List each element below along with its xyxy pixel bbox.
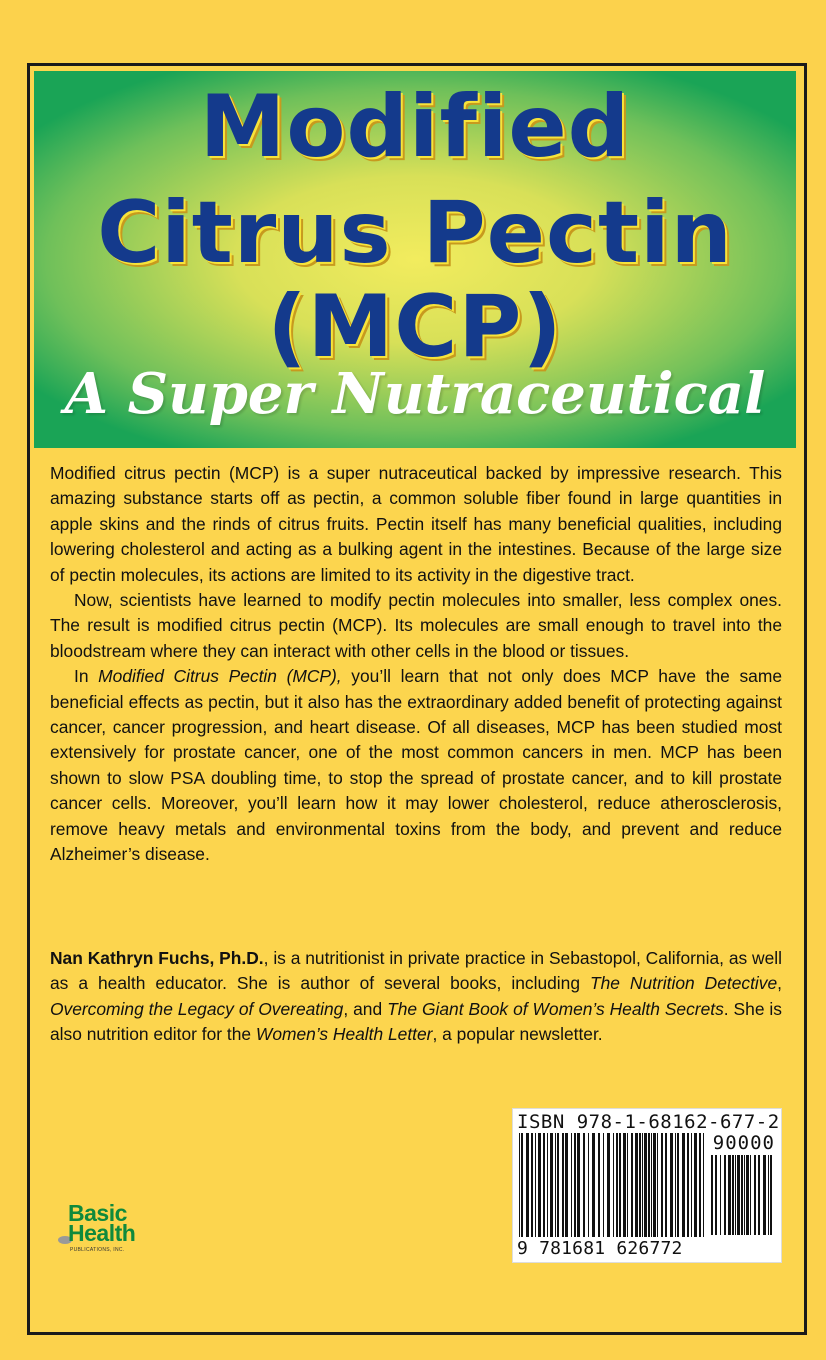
p3-prefix: In (74, 666, 99, 687)
barcode-bar (535, 1133, 536, 1237)
barcode-bar (732, 1155, 734, 1235)
barcode-bar (639, 1133, 641, 1237)
barcode-bar (623, 1133, 626, 1237)
barcode-bar (543, 1133, 545, 1237)
publisher-name-line-2: Health (68, 1220, 136, 1246)
barcode-bar (661, 1133, 663, 1237)
publisher-name-line-1: Basic (68, 1200, 127, 1226)
barcode-bar (550, 1133, 553, 1237)
barcode-bar (592, 1133, 595, 1237)
book-description (50, 461, 782, 868)
p3-rest: you’ll learn that not only does MCP have the same beneficial effects as pectin, but it also has the extraordinary added benefit of protecting against cancer, cancer progression, and heart disease. Of all diseases, MCP has been studied most extensively for prostate cancer, one of the most common cancers in men. MCP has been shown to slow PSA doubling time, to stop the spread of prostate cancer, and to kill prostate cancer cells. Moreover, you’ll learn how it may lower cholesterol, reduce atherosclerosis, remove heavy metals and environmental toxins from the body, and prevent and reduce Alzheimer’s disease. (50, 666, 782, 865)
author-name: Nan Kathryn Fuchs, Ph.D. (50, 948, 264, 968)
author-sep-1: , (777, 973, 782, 994)
barcode-bar (588, 1133, 589, 1237)
barcode-bar (547, 1133, 548, 1237)
title-line-2: Citrus Pectin (97, 183, 733, 283)
ean-barcode-main (519, 1133, 707, 1237)
barcode-bar (653, 1133, 656, 1237)
barcode-bar (642, 1133, 643, 1237)
barcode-bar (603, 1133, 604, 1237)
barcode-bar (657, 1133, 658, 1237)
author-bio-text-2: . She is also nutrition editor for the (50, 998, 782, 1045)
description-paragraph-2: Now, scientists have learned to modify pectin molecules into smaller, less complex ones. The result is modified citrus pectin (MCP). Its molecules are small enough to travel into the bloodstream where they can interact with other cells in the blood or tissues. (50, 590, 782, 661)
barcode-bar (687, 1133, 689, 1237)
barcode-bar (750, 1155, 751, 1235)
barcode-bar (754, 1155, 756, 1235)
barcode-bar (521, 1133, 523, 1237)
book-title-1: The Nutrition Detective (589, 973, 778, 994)
description-paragraph-3 (50, 664, 782, 867)
price-code: 90000 (712, 1132, 775, 1154)
barcode-bar (715, 1155, 717, 1235)
barcode-bar (737, 1155, 740, 1235)
barcode-bar (644, 1133, 647, 1237)
barcode-bar (635, 1133, 638, 1237)
ean-number: 9 781681 626772 (517, 1238, 683, 1259)
book-title-2: Overcoming the Legacy of Overeating (50, 998, 344, 1019)
barcode-bar (519, 1133, 520, 1237)
barcode-bar (619, 1133, 621, 1237)
barcode-bar (607, 1133, 610, 1237)
barcode-bar (583, 1133, 585, 1237)
barcode-bar (728, 1155, 731, 1235)
barcode-bar (691, 1133, 692, 1237)
barcode-bar (651, 1133, 652, 1237)
newsletter-title: Women’s Health Letter (255, 1024, 433, 1045)
barcode-bar (711, 1155, 713, 1235)
barcode-bar (565, 1133, 568, 1237)
isbn-number: ISBN 978-1-68162-677-2 (517, 1111, 780, 1133)
author-sep-2: , and (343, 998, 388, 1019)
barcode-bar (631, 1133, 633, 1237)
barcode-bar (763, 1155, 766, 1235)
author-bio-text-3: , a popular newsletter. (432, 1024, 603, 1045)
description-paragraph-1: Modified citrus pectin (MCP) is a super nutraceutical backed by impressive research. This amazing substance starts off as pectin, a common soluble fiber found in large quantities in apple skins and the rinds of citrus fruits. Pectin itself has many beneficial qualities, including lowering cholesterol and acting as a bulking agent in the intestines. Because of the large size of pectin molecules, its actions are limited to its activity in the digestive tract. (50, 463, 782, 585)
barcode-bar (648, 1133, 650, 1237)
title-line-3: (MCP) (267, 277, 563, 377)
barcode-bar (613, 1133, 614, 1237)
barcode-bar (720, 1155, 721, 1235)
barcode-bar (741, 1155, 743, 1235)
publisher-name-line-3: PUBLICATIONS, INC. (70, 1247, 125, 1253)
barcode-bar (531, 1133, 533, 1237)
barcode-bar (577, 1133, 580, 1237)
barcode-bar (768, 1155, 769, 1235)
publisher-logo (58, 1198, 158, 1258)
author-bio (50, 946, 782, 1048)
barcode-bar (555, 1133, 556, 1237)
barcode-bar (557, 1133, 559, 1237)
barcode-bar (724, 1155, 726, 1235)
barcode-bar (735, 1155, 736, 1235)
ean-barcode-addon (711, 1155, 773, 1235)
barcode-bar (758, 1155, 760, 1235)
subtitle: A Super Nutraceutical (64, 361, 766, 427)
barcode-bar (675, 1133, 676, 1237)
barcode-bar (562, 1133, 564, 1237)
barcode-bar (598, 1133, 600, 1237)
barcode-bar (665, 1133, 667, 1237)
barcode-bar (670, 1133, 673, 1237)
barcode-bar (627, 1133, 628, 1237)
barcode-bar (526, 1133, 529, 1237)
barcode-bar (538, 1133, 541, 1237)
barcode-bar (571, 1133, 572, 1237)
book-title-3: The Giant Book of Women’s Health Secrets (387, 998, 724, 1019)
barcode-bar (574, 1133, 576, 1237)
author-bio-text-1: , is a nutritionist in private practice in Sebastopol, California, as well as a health educator. She is author of several books, including (50, 948, 782, 994)
barcode-bar (746, 1155, 749, 1235)
barcode-bar (616, 1133, 618, 1237)
barcode-bar (682, 1133, 685, 1237)
isbn-barcode (512, 1108, 782, 1263)
barcode-bar (699, 1133, 701, 1237)
barcode-bar (677, 1133, 679, 1237)
barcode-bar (770, 1155, 772, 1235)
barcode-bar (744, 1155, 745, 1235)
p3-book-title: Modified Citrus Pectin (MCP), (98, 666, 342, 687)
title-line-1: Modified (199, 77, 631, 177)
barcode-bar (694, 1133, 697, 1237)
barcode-bar (703, 1133, 704, 1237)
